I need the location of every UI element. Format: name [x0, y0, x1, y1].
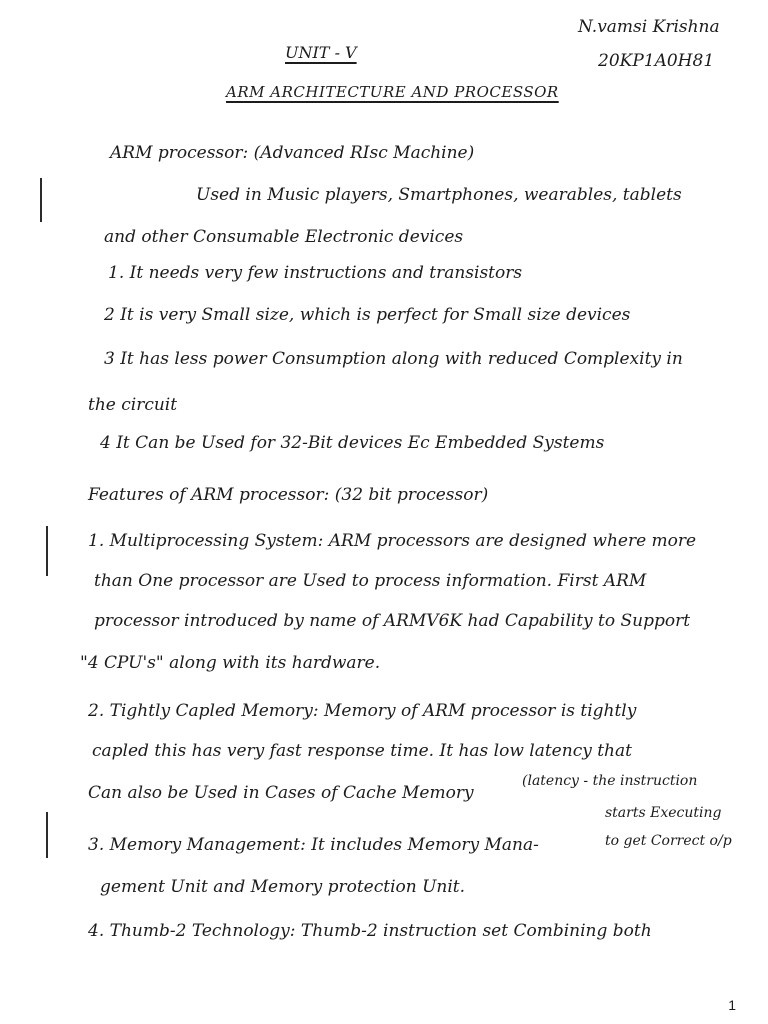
side-note: (latency - the instruction: [522, 773, 698, 789]
side-note: to get Correct o/p: [605, 833, 732, 849]
text-line: Can also be Used in Cases of Cache Memory: [88, 783, 474, 803]
side-note: starts Executing: [605, 805, 722, 821]
list-item: 4 It Can be Used for 32-Bit devices Ec Embedded Systems: [100, 433, 605, 453]
text-line: gement Unit and Memory protection Unit.: [100, 877, 466, 897]
list-item: 1. It needs very few instructions and transistors: [108, 263, 523, 283]
text-line: Used in Music players, Smartphones, wearables, tablets: [196, 185, 682, 205]
list-item: 2 It is very Small size, which is perfect for Small size devices: [104, 305, 631, 325]
unit-heading: UNIT - V: [285, 43, 357, 62]
text-line: "4 CPU's" along with its hardware.: [80, 653, 381, 673]
list-item: 1. Multiprocessing System: ARM processors are designed where more: [88, 531, 697, 551]
list-item: 4. Thumb-2 Technology: Thumb-2 instruction set Combining both: [88, 921, 652, 941]
margin-mark: [46, 812, 48, 858]
list-item: 3 It has less power Consumption along with reduced Complexity in: [104, 349, 683, 369]
section-heading-arm-processor: ARM processor: (Advanced RIsc Machine): [110, 143, 475, 163]
text-line: capled this has very fast response time. It has low latency that: [92, 741, 632, 761]
page-number: 1: [728, 997, 736, 1013]
list-item: 3. Memory Management: It includes Memory Mana-: [88, 835, 539, 855]
text-line: than One processor are Used to process information. First ARM: [94, 571, 647, 591]
text-line: processor introduced by name of ARMV6K had Capability to Support: [94, 611, 691, 631]
text-line: and other Consumable Electronic devices: [104, 227, 464, 247]
text-line: the circuit: [88, 395, 178, 415]
section-heading-features: Features of ARM processor: (32 bit processor): [88, 485, 489, 505]
author-name: N.vamsi Krishna: [578, 17, 720, 37]
list-item: 2. Tightly Capled Memory: Memory of ARM processor is tightly: [88, 701, 637, 721]
margin-mark: [46, 526, 48, 576]
roll-number: 20KP1A0H81: [598, 51, 715, 71]
margin-mark: [40, 178, 42, 222]
page-title: ARM ARCHITECTURE AND PROCESSOR: [226, 83, 559, 101]
